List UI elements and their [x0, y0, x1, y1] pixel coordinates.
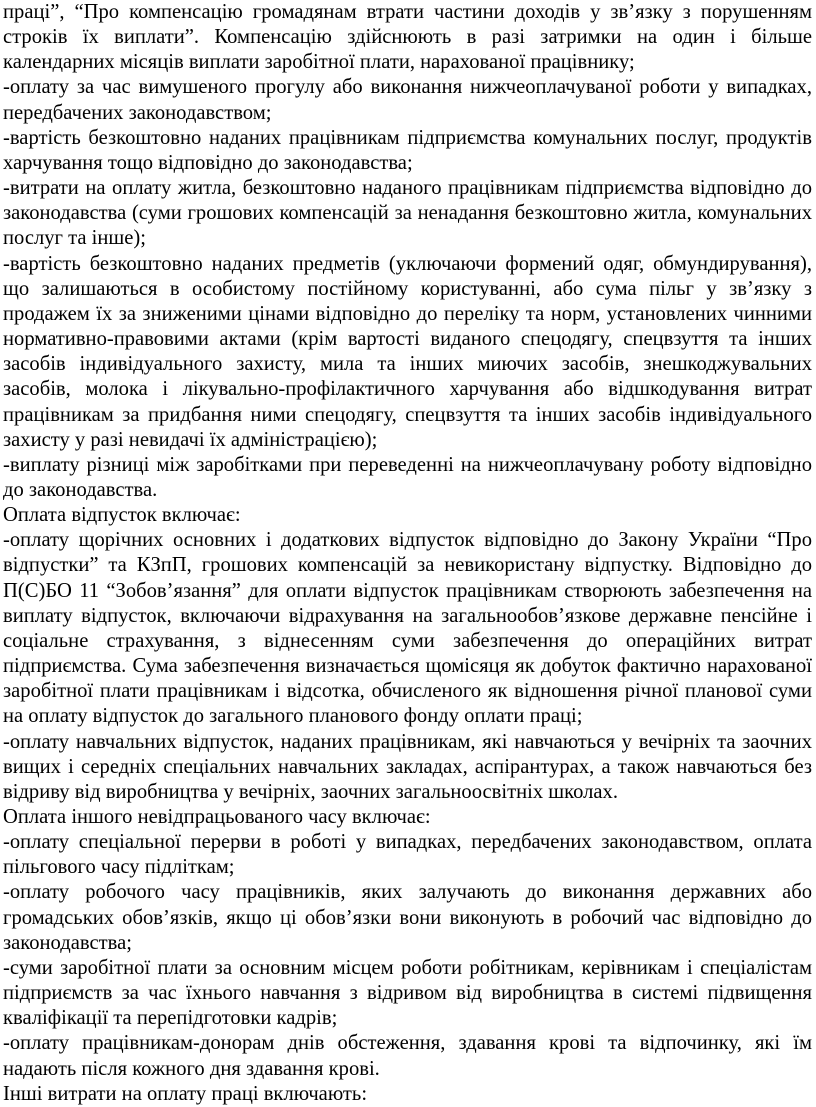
paragraph-special-break: -оплату спеціальної перерви в роботі у випадках, передбачених законодавством, оплата пільгового часу підліткам;	[3, 831, 812, 879]
heading-other-unworked-time: Оплата іншого невідпрацьованого часу включає:	[3, 806, 431, 828]
paragraph-free-services: -вартість безкоштовно наданих працівникам підприємства комунальних послуг, продуктів харчування тощо відповідно до законодавства;	[3, 126, 812, 174]
heading-other-labor-costs: Інші витрати на оплату праці включають:	[3, 1082, 368, 1105]
paragraph-free-items: -вартість безкоштовно наданих предметів (уключаючи формений одяг, обмундирування), що залишаються в особистому постійному користуванні, або сума пільг у зв’язку з продажем їх за зниженими цінами відповідно до переліку та норм, установлених чинними нормативно-правовими актами (крім вартості виданого спецодягу, спецвзуття та інших засобів індивідуального захисту, мила та інших миючих засобів, знешкоджувальних засобів, молока і лікувально-профілактичного харчування або відшкодування витрат працівникам за придбання ними спецодягу, спецвзуття та інших засобів індивідуального захисту у разі невидачі їх адміністрацією);	[3, 252, 812, 451]
heading-vacation-pay: Оплата відпусток включає:	[3, 504, 241, 527]
paragraph-public-duties: -оплату робочого часу працівників, яких залучають до виконання державних або громадських обов’язків, якщо ці обов’язки вони виконують в робочий час відповідно до законодавства;	[3, 881, 812, 954]
paragraph-compensation-delay: праці”, “Про компенсацію громадянам втрати частини доходів у зв’язку з порушенням строків їх виплати”. Компенсацію здійснюють в разі затримки на один і більше календарних місяців виплати заробітної плати, нарахованої працівнику;	[3, 1, 812, 74]
paragraph-earnings-difference: -виплату різниці між заробітками при переведенні на нижчеоплачувану роботу відповідно до законодавства.	[3, 453, 812, 501]
paragraph-housing-costs: -витрати на оплату житла, безкоштовно наданого працівникам підприємства відповідно до законодавства (суми грошових компенсацій за ненадання безкоштовно житла, комунальних послуг та інше);	[3, 177, 812, 250]
paragraph-forced-absence: -оплату за час вимушеного прогулу або виконання нижчеоплачуваної роботи у випадках, передбачених законодавством;	[3, 76, 812, 124]
paragraph-donor-days: -оплату працівникам-донорам днів обстеження, здавання крові та відпочинку, які їм надають після кожного дня здавання крові.	[3, 1032, 812, 1080]
paragraph-annual-vacation: -оплату щорічних основних і додаткових відпусток відповідно до Закону України “Про відпустки” та КЗпП, грошових компенсацій за невикористану відпустку. Відповідно до П(С)БО 11 “Зобов’язання” для оплати відпусток працівникам створюють забезпечення на виплату відпусток, включаючи відрахування на загальнообов’язкове державне пенсійне і соціальне страхування, з віднесенням суми забезпечення до операційних витрат підприємства. Сума забезпечення визначається щомісяця як добуток фактично нарахованої заробітної плати працівникам і відсотка, обчисленого як відношення річної планової суми на оплату відпусток до загального планового фонду оплати праці;	[3, 529, 812, 728]
paragraph-study-leave: -оплату навчальних відпусток, наданих працівникам, які навчаються у вечірніх та заочних вищих і середніх спеціальних навчальних закладах, аспірантурах, а також навчаються без відриву від виробництва у вечірніх, заочних загальноосвітніх школах.	[3, 730, 812, 803]
paragraph-training-wages: -суми заробітної плати за основним місцем роботи робітникам, керівникам і спеціалістам підприємств за час їхнього навчання з відривом від виробництва в системі підвищення кваліфікації та перепідготовки кадрів;	[3, 956, 812, 1030]
